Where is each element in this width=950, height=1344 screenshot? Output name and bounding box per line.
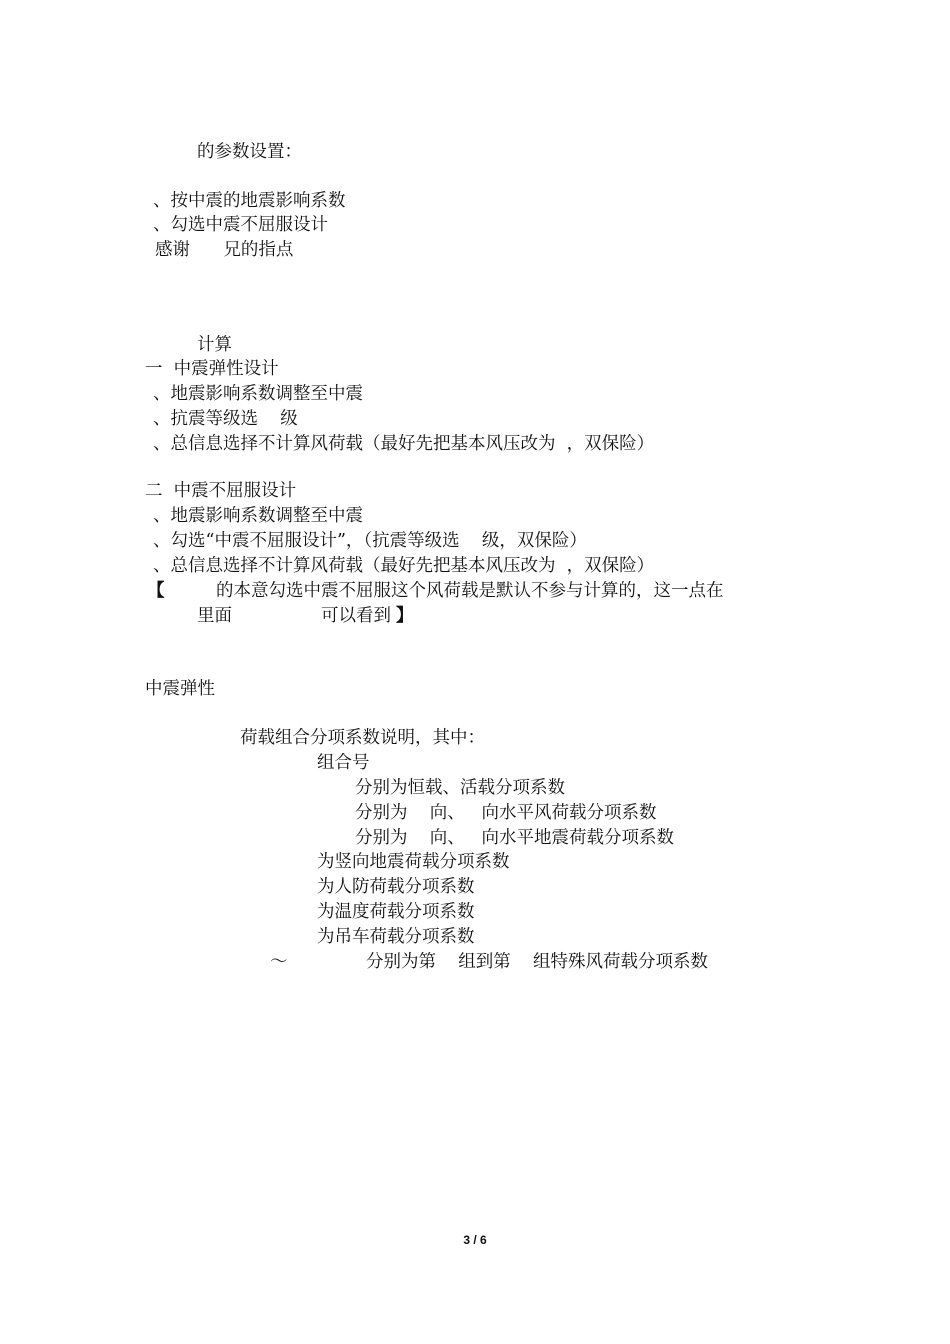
note-open-bracket: 【 — [147, 581, 165, 601]
factor-line-2: 为人防荷载分项系数 — [317, 877, 475, 897]
thanks-line: 感谢 兄的指点 — [155, 240, 294, 260]
special-wind-line: 分别为第 组到第 组特殊风荷载分项系数 — [366, 952, 709, 972]
part2-item-1: 、地震影响系数调整至中震 — [153, 506, 363, 526]
coef-line-2: 分别为 向、 向水平风荷载分项系数 — [355, 803, 657, 823]
page-number: 3 / 6 — [463, 1233, 487, 1247]
note-line-2b: 可以看到 — [321, 606, 391, 626]
factor-line-4: 为吊车荷载分项系数 — [317, 927, 475, 947]
coef-line-1: 分别为恒载、活载分项系数 — [355, 778, 565, 798]
note-line-2a: 里面 — [197, 606, 232, 626]
part1-title: 一 中震弹性设计 — [145, 359, 279, 379]
params-item-2: 、勾选中震不屈服设计 — [153, 215, 328, 235]
part2-item-3: 、总信息选择不计算风荷载（最好先把基本风压改为 ，双保险） — [153, 556, 655, 576]
factor-line-3: 为温度荷载分项系数 — [317, 902, 475, 922]
factor-line-1: 为竖向地震荷载分项系数 — [317, 852, 510, 872]
part2-title: 二 中震不屈服设计 — [145, 481, 297, 501]
params-heading: 的参数设置： — [197, 142, 302, 162]
calc-heading: 计算 — [197, 335, 232, 355]
elastic-title: 中震弹性 — [145, 679, 215, 699]
group-number-label: 组合号 — [317, 753, 370, 773]
part1-item-1: 、地震影响系数调整至中震 — [153, 384, 363, 404]
coef-line-3: 分别为 向、 向水平地震荷载分项系数 — [355, 828, 674, 848]
tilde-mark: ～ — [270, 952, 288, 972]
note-close-bracket: 】 — [396, 606, 414, 626]
part1-item-3: 、总信息选择不计算风荷载（最好先把基本风压改为 ，双保险） — [153, 434, 655, 454]
elastic-intro: 荷载组合分项系数说明，其中： — [240, 728, 485, 748]
note-line-1: 的本意勾选中震不屈服这个风荷载是默认不参与计算的，这一点在 — [216, 581, 724, 601]
part1-item-2: 、抗震等级选 级 — [153, 409, 298, 429]
part2-item-2: 、勾选“中震不屈服设计”，（抗震等级选 级，双保险） — [153, 531, 587, 551]
params-item-1: 、按中震的地震影响系数 — [153, 191, 346, 211]
